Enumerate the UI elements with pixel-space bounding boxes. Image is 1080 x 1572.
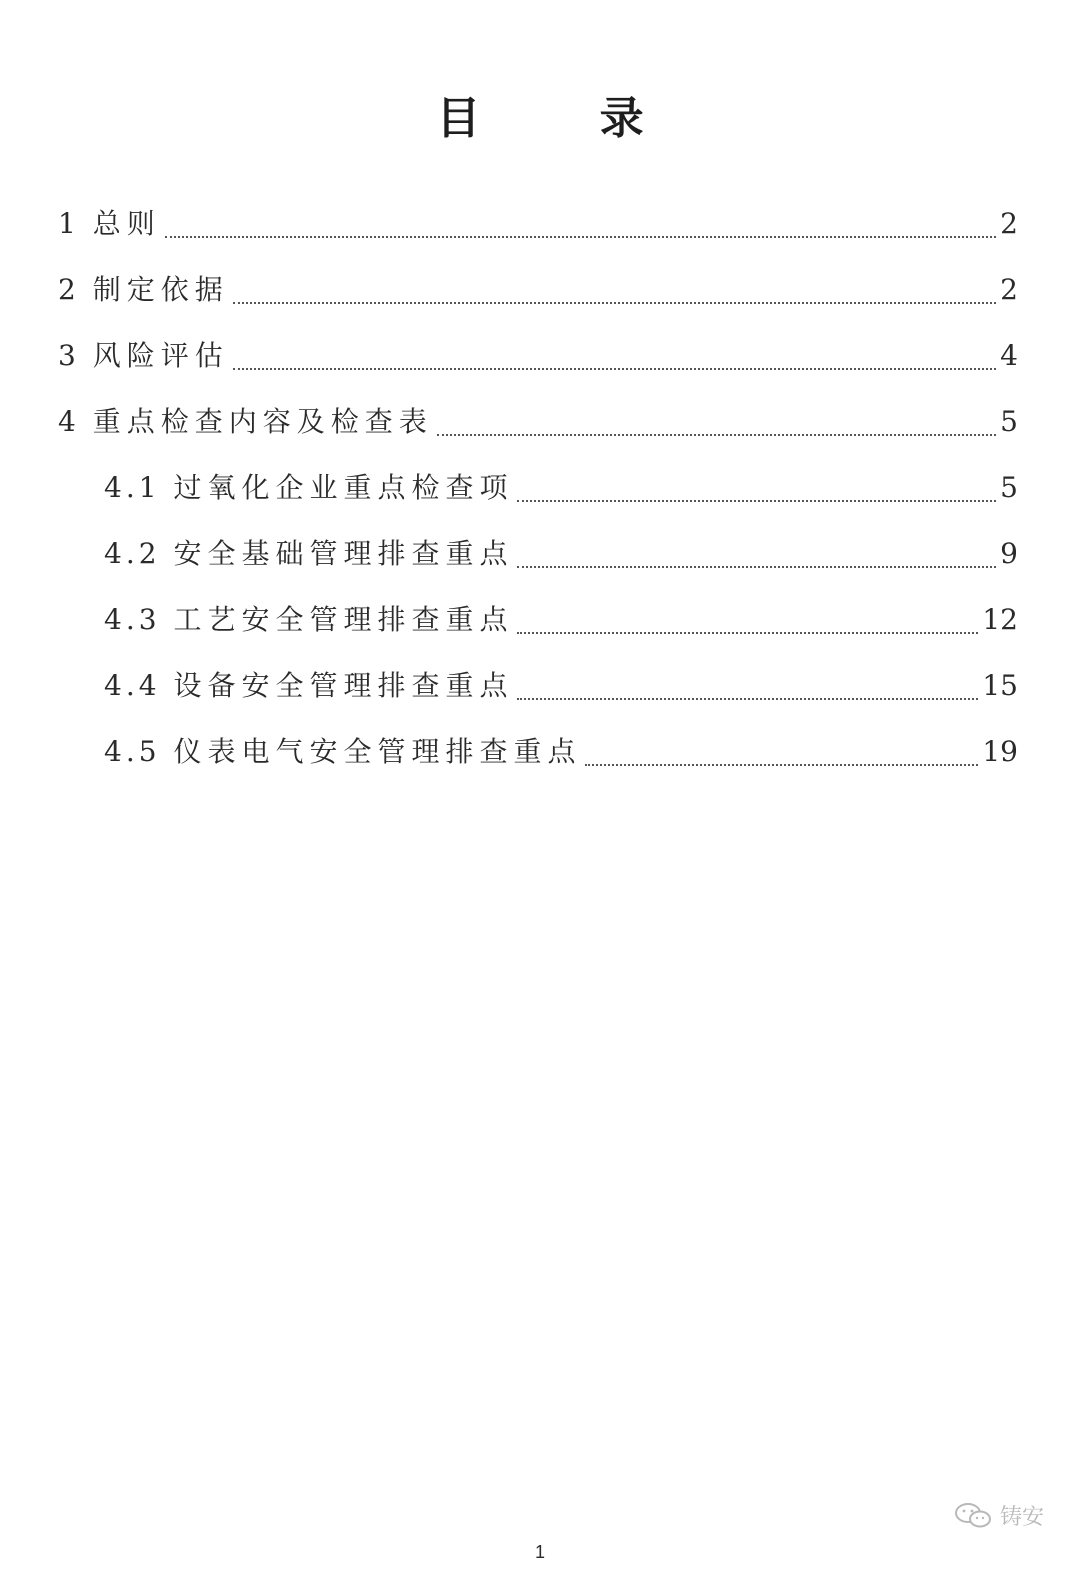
toc-entry[interactable] — [104, 592, 1018, 648]
watermark — [954, 1500, 1044, 1531]
toc-entry-number: 1 — [58, 207, 93, 240]
toc-entry-label: 过氧化企业重点检查项 — [173, 471, 514, 504]
toc-entry-page: 4 — [1000, 339, 1018, 372]
toc-entry-number: 4.2 — [104, 537, 174, 570]
page-title: 目 录 — [436, 93, 696, 144]
toc-entry-label: 重点检查内容及检查表 — [92, 405, 433, 438]
toc-entry-number: 4.4 — [104, 669, 174, 702]
toc-entry[interactable] — [58, 394, 1018, 450]
toc-dot-leader — [517, 566, 996, 568]
toc-entry-label: 总则 — [92, 207, 161, 240]
toc-entry-label: 风险评估 — [92, 339, 229, 372]
toc-entry-page: 5 — [1000, 471, 1018, 504]
toc-entry-page: 19 — [982, 735, 1018, 768]
toc-entry-page: 2 — [1000, 207, 1018, 240]
toc-entry[interactable] — [58, 196, 1018, 252]
toc-entry-page: 9 — [1000, 537, 1018, 570]
toc-entry-number: 4.1 — [104, 471, 174, 504]
toc-entry-page: 15 — [982, 669, 1018, 702]
toc-entry[interactable] — [104, 460, 1018, 516]
toc-dot-leader — [517, 500, 996, 502]
toc-entry-number: 4.3 — [104, 603, 174, 636]
toc-entry-label: 设备安全管理排查重点 — [173, 669, 514, 702]
toc-entry-page: 2 — [1000, 273, 1018, 306]
toc-entry-label: 工艺安全管理排查重点 — [173, 603, 514, 636]
toc-entry[interactable] — [58, 262, 1018, 318]
toc-entry-label: 仪表电气安全管理排查重点 — [173, 735, 582, 768]
toc-dot-leader — [517, 632, 978, 634]
toc-entry-page: 5 — [1000, 405, 1018, 438]
watermark-text: 铸安 — [999, 1505, 1044, 1530]
toc-entry-label: 安全基础管理排查重点 — [173, 537, 514, 570]
toc-entry-label: 制定依据 — [92, 273, 229, 306]
toc-dot-leader — [233, 302, 996, 304]
toc-entry[interactable] — [104, 724, 1018, 780]
toc-entry[interactable] — [104, 526, 1018, 582]
toc-entry-number: 4 — [58, 405, 93, 438]
toc-entry-number: 2 — [58, 273, 93, 306]
toc-dot-leader — [517, 698, 978, 700]
toc-dot-leader — [437, 434, 996, 436]
toc-entry[interactable] — [104, 658, 1018, 714]
toc-entry-number: 3 — [58, 339, 93, 372]
toc-entry-page: 12 — [982, 603, 1018, 636]
toc-dot-leader — [233, 368, 996, 370]
toc-dot-leader — [165, 236, 996, 238]
page-number: 1 — [534, 1542, 545, 1562]
toc-entry-number: 4.5 — [104, 735, 174, 768]
wechat-chat-icon — [954, 1501, 994, 1531]
toc-entry[interactable] — [58, 328, 1018, 384]
toc-dot-leader — [585, 764, 978, 766]
